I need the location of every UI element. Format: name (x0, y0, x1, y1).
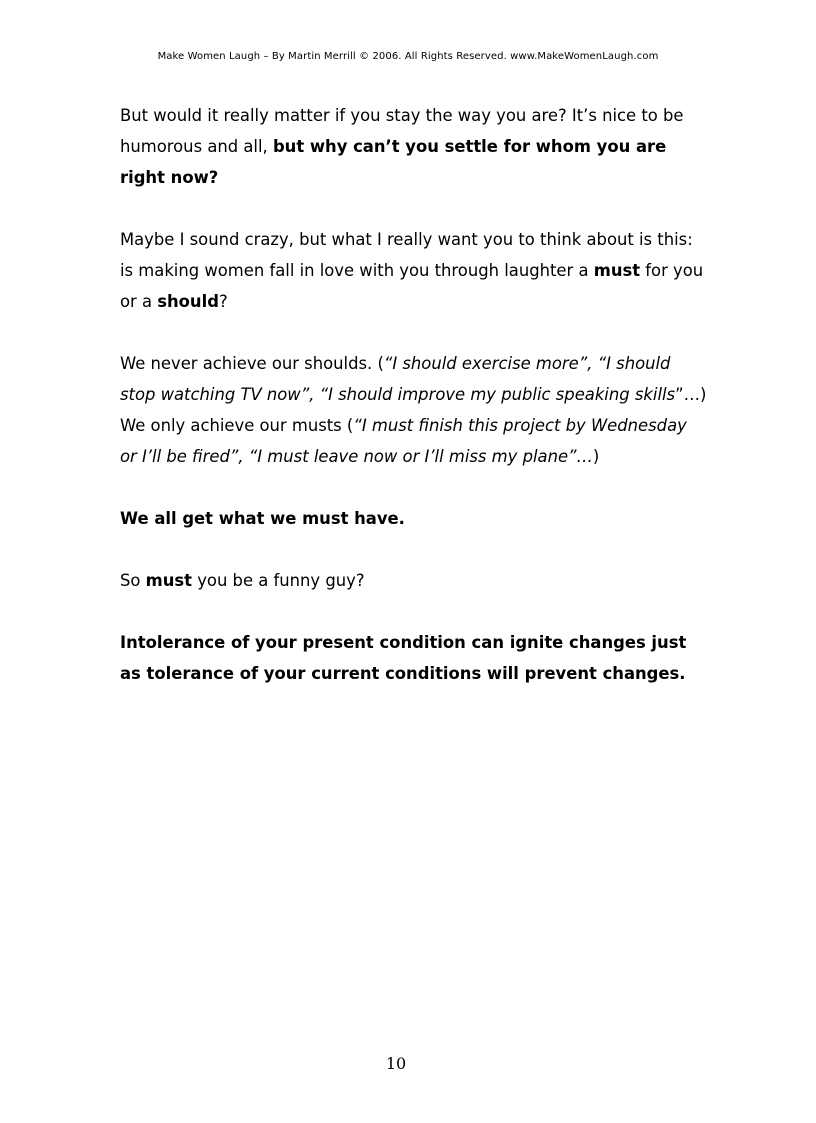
text-line: We only achieve our musts (“I must finish this project by Wednesday (120, 416, 687, 435)
text-line: or a should? (120, 292, 228, 311)
bold-text: should (157, 292, 219, 311)
text-line: is making women fall in love with you through laughter a must for you (120, 261, 704, 280)
paragraph (120, 348, 720, 472)
text-line: humorous and all, but why can’t you settle for whom you are (120, 137, 667, 156)
paragraph (120, 565, 720, 596)
page-header: Make Women Laugh – By Martin Merrill © 2006. All Rights Reserved. www.MakeWomenLaugh.com (157, 51, 659, 62)
paragraph (120, 627, 720, 689)
page-number: 10 (385, 1054, 407, 1073)
bold-text: right now? (120, 168, 219, 187)
text-line: We never achieve our shoulds. (“I should exercise more”, “I should (120, 354, 671, 373)
text-line (120, 503, 720, 534)
paragraph (120, 503, 720, 534)
bold-text: We all get what we must have. (120, 509, 405, 528)
text-line: So must you be a funny guy? (120, 571, 365, 590)
bold-text: must (593, 261, 641, 280)
bold-text: as tolerance of your current conditions will prevent changes. (120, 664, 686, 683)
text-line: stop watching TV now”, “I should improve my public speaking skills”…) (120, 385, 707, 404)
bold-text: must (145, 571, 192, 590)
italic-text: or I’ll be fired”, “I must leave now or I’ll miss my plane”… (120, 447, 593, 466)
bold-text: Intolerance of your present condition can ignite changes just (120, 633, 687, 652)
italic-text: stop watching TV now”, “I should improve my public speaking skills (120, 385, 676, 404)
text-line: or I’ll be fired”, “I must leave now or I’ll miss my plane”…) (120, 447, 600, 466)
italic-text: “I must finish this project by Wednesday (353, 416, 687, 435)
text-line: But would it really matter if you stay the way you are? It’s nice to be (120, 106, 684, 125)
text-line (120, 658, 720, 689)
paragraph (120, 224, 720, 317)
paragraph (120, 100, 720, 193)
text-line (120, 627, 720, 658)
text-line (120, 162, 720, 193)
italic-text: “I should exercise more”, “I should (383, 354, 671, 373)
body-text (120, 100, 720, 720)
bold-text: but why can’t you settle for whom you are (272, 137, 667, 156)
text-line: Maybe I sound crazy, but what I really want you to think about is this: (120, 230, 693, 249)
